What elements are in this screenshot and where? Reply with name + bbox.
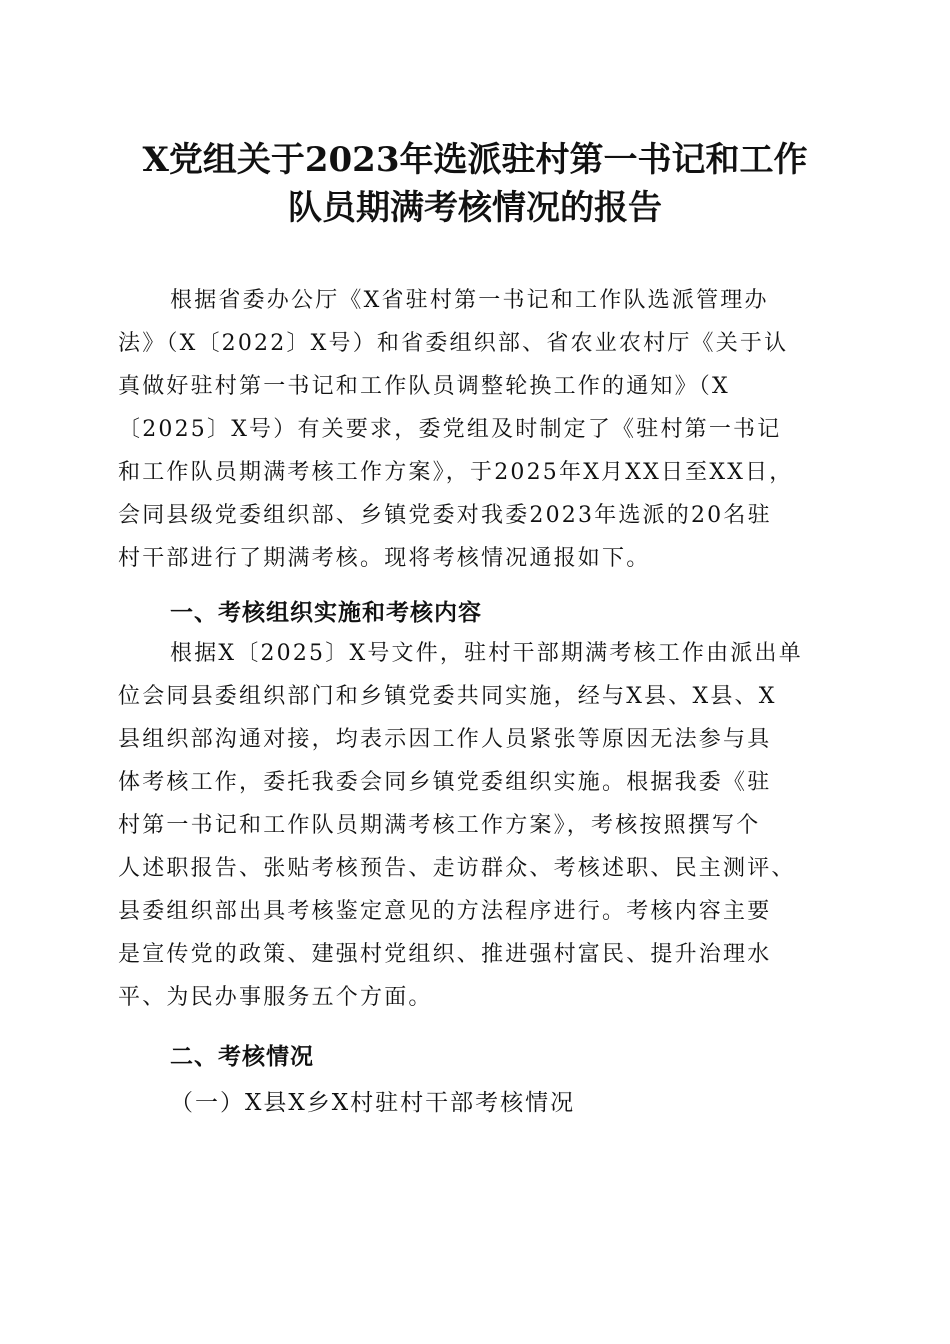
paragraph-line: 根据X〔2025〕X号文件，驻村干部期满考核工作由派出单 bbox=[170, 641, 803, 666]
paragraph-line: 〔2025〕X号）有关要求，委党组及时制定了《驻村第一书记 bbox=[118, 417, 782, 442]
paragraph-line: 县组织部沟通对接，均表示因工作人员紧张等原因无法参与具 bbox=[118, 727, 772, 752]
subsection-heading-1: （一）X县X乡X村驻村干部考核情况 bbox=[170, 1090, 576, 1116]
paragraph-line: 村第一书记和工作队员期满考核工作方案》，考核按照撰写个 bbox=[118, 813, 761, 838]
paragraph-line: 县委组织部出具考核鉴定意见的方法程序进行。考核内容主要 bbox=[118, 899, 772, 924]
paragraph-line: 平、为民办事服务五个方面。 bbox=[118, 985, 433, 1010]
section-heading-2: 二、考核情况 bbox=[170, 1044, 314, 1070]
paragraph-line: 村干部进行了期满考核。现将考核情况通报如下。 bbox=[118, 546, 651, 571]
document-title-line-2: 队员期满考核情况的报告 bbox=[288, 188, 662, 228]
paragraph-line: 会同县级党委组织部、乡镇党委对我委2023年选派的20名驻 bbox=[118, 503, 772, 528]
document-title-line-1: X党组关于2023年选派驻村第一书记和工作 bbox=[142, 140, 808, 180]
paragraph-line: 和工作队员期满考核工作方案》，于2025年X月XX日至XX日， bbox=[118, 460, 794, 485]
paragraph-line: 体考核工作，委托我委会同乡镇党委组织实施。根据我委《驻 bbox=[118, 770, 772, 795]
paragraph-line: 位会同县委组织部门和乡镇党委共同实施，经与X县、X县、X bbox=[118, 684, 777, 709]
paragraph-line: 真做好驻村第一书记和工作队员调整轮换工作的通知》（X bbox=[118, 374, 730, 399]
paragraph-line: 人述职报告、张贴考核预告、走访群众、考核述职、民主测评、 bbox=[118, 856, 796, 881]
paragraph-line: 法》（X〔2022〕X号）和省委组织部、省农业农村厅《关于认 bbox=[118, 331, 789, 356]
paragraph-line: 根据省委办公厅《X省驻村第一书记和工作队选派管理办 bbox=[170, 288, 769, 313]
section-heading-1: 一、考核组织实施和考核内容 bbox=[170, 600, 482, 626]
paragraph-line: 是宣传党的政策、建强村党组织、推进强村富民、提升治理水 bbox=[118, 942, 772, 967]
